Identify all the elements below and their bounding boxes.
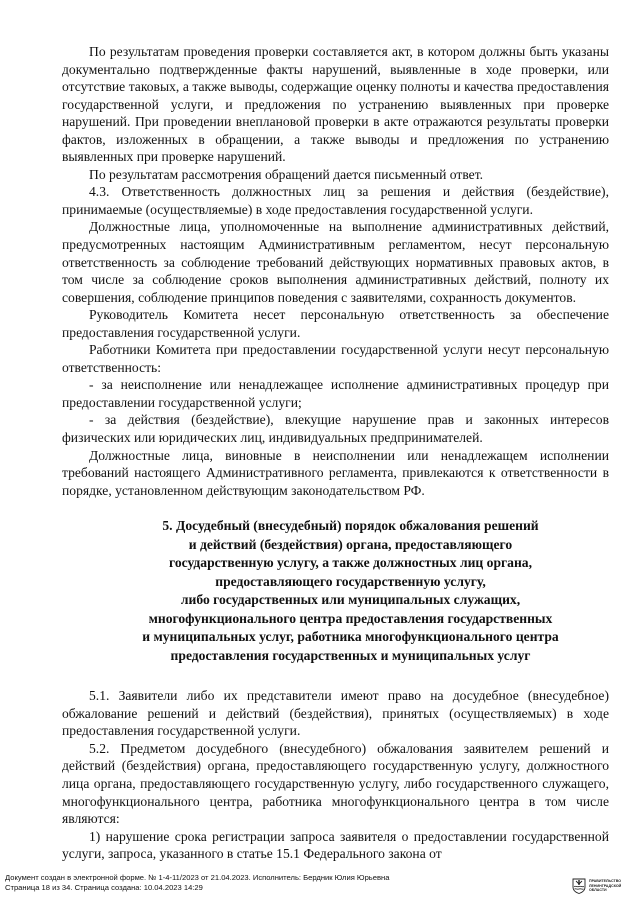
heading-line: либо государственных или муниципальных служащих, <box>180 592 521 608</box>
government-logo <box>572 874 636 898</box>
logo-text-line: ЛЕНИНГРАДСКОЙ <box>589 883 622 888</box>
paragraph: 5.2. Предметом досудебного (внесудебного) обжалования заявителем решений и действий (бездействия) органа, предоставляющего государственную услугу, должностного лица органа, предоставляющего государственную услугу, либо государственного служащего, многофункционального центра, работника многофункционального центра в том числе являются: <box>62 740 609 827</box>
heading-line: 5. Досудебный (внесудебный) порядок обжалования решений <box>162 518 539 534</box>
paragraph: По результатам проведения проверки составляется акт, в котором должны быть указаны документально подтвержденные факты нарушений, выявленные в ходе проверки, или отсутствие таковых, а также выводы, содержащие оценку полноты и качества предоставления государственной услуги, и предложения по устранению выявленных при проверке нарушений. При проведении внеплановой проверки в акте отражаются результаты проверки фактов, изложенных в обращении, а также выводы и предложения по устранению выявленных при проверке нарушений. <box>62 44 609 165</box>
footer-document-info: Документ создан в электронной форме. № 1-4-11/2023 от 21.04.2023. Исполнитель: Бердник Юлия Юрьевна <box>5 873 390 882</box>
document-footer <box>5 873 565 893</box>
heading-line: предоставления государственных и муниципальных услуг <box>170 647 531 663</box>
leningrad-region-coat-of-arms-icon <box>572 878 586 894</box>
paragraph: Руководитель Комитета несет персональную ответственность за обеспечение предоставления государственной услуги. <box>62 307 609 340</box>
footer-page-info: Страница 18 из 34. Страница создана: 10.04.2023 14:29 <box>5 883 203 892</box>
heading-line: и муниципальных услуг, работника многофункционального центра <box>142 629 559 645</box>
logo-text <box>589 879 621 892</box>
paragraph: 5.1. Заявители либо их представители имеют право на досудебное (внесудебное) обжалование решений и действий (бездействия), принятых (осуществляемых) в ходе предоставления государственной услуги. <box>62 688 609 739</box>
heading-line: многофункционального центра предоставления государственных <box>148 610 553 626</box>
section-heading <box>62 517 609 665</box>
paragraph: 4.3. Ответственность должностных лиц за решения и действия (бездействие), принимаемые (осуществляемые) в ходе предоставления государственной услуги. <box>62 184 609 217</box>
logo-text-line: ПРАВИТЕЛЬСТВО <box>589 879 622 884</box>
paragraph: Работники Комитета при предоставлении государственной услуги несут персональную ответственность: <box>62 342 609 375</box>
list-item: - за действия (бездействие), влекущие нарушение прав и законных интересов физических или юридических лиц, индивидуальных предпринимателей. <box>62 412 609 446</box>
paragraph: Должностные лица, виновные в неисполнении или ненадлежащем исполнении требований настоящего Административного регламента, привлекаются к ответственности в порядке, установленном действующим законодательством РФ. <box>62 447 609 498</box>
paragraph: 1) нарушение срока регистрации запроса заявителя о предоставлении государственной услуги, запроса, указанного в статье 15.1 Федерального закона от <box>62 828 609 862</box>
list-item: - за неисполнение или ненадлежащее исполнение административных процедур при предоставлении государственной услуги; <box>62 377 609 410</box>
paragraph: Должностные лица, уполномоченные на выполнение административных действий, предусмотренных настоящим Административным регламентом, несут персональную ответственность за соблюдение требований действующих нормативных правовых актов, в том числе за соблюдение сроков выполнения административных действий, полноту их совершения, соблюдение принципов поведения с заявителями, сохранность документов. <box>62 219 609 305</box>
heading-line: и действий (бездействия) органа, предоставляющего <box>188 536 513 552</box>
document-body <box>62 43 609 863</box>
heading-line: государственную услугу, а также должностных лиц органа, <box>168 555 532 571</box>
heading-line: предоставляющего государственную услугу, <box>215 573 486 589</box>
logo-text-line: ОБЛАСТИ <box>589 888 607 893</box>
paragraph: По результатам рассмотрения обращений дается письменный ответ. <box>89 166 484 182</box>
